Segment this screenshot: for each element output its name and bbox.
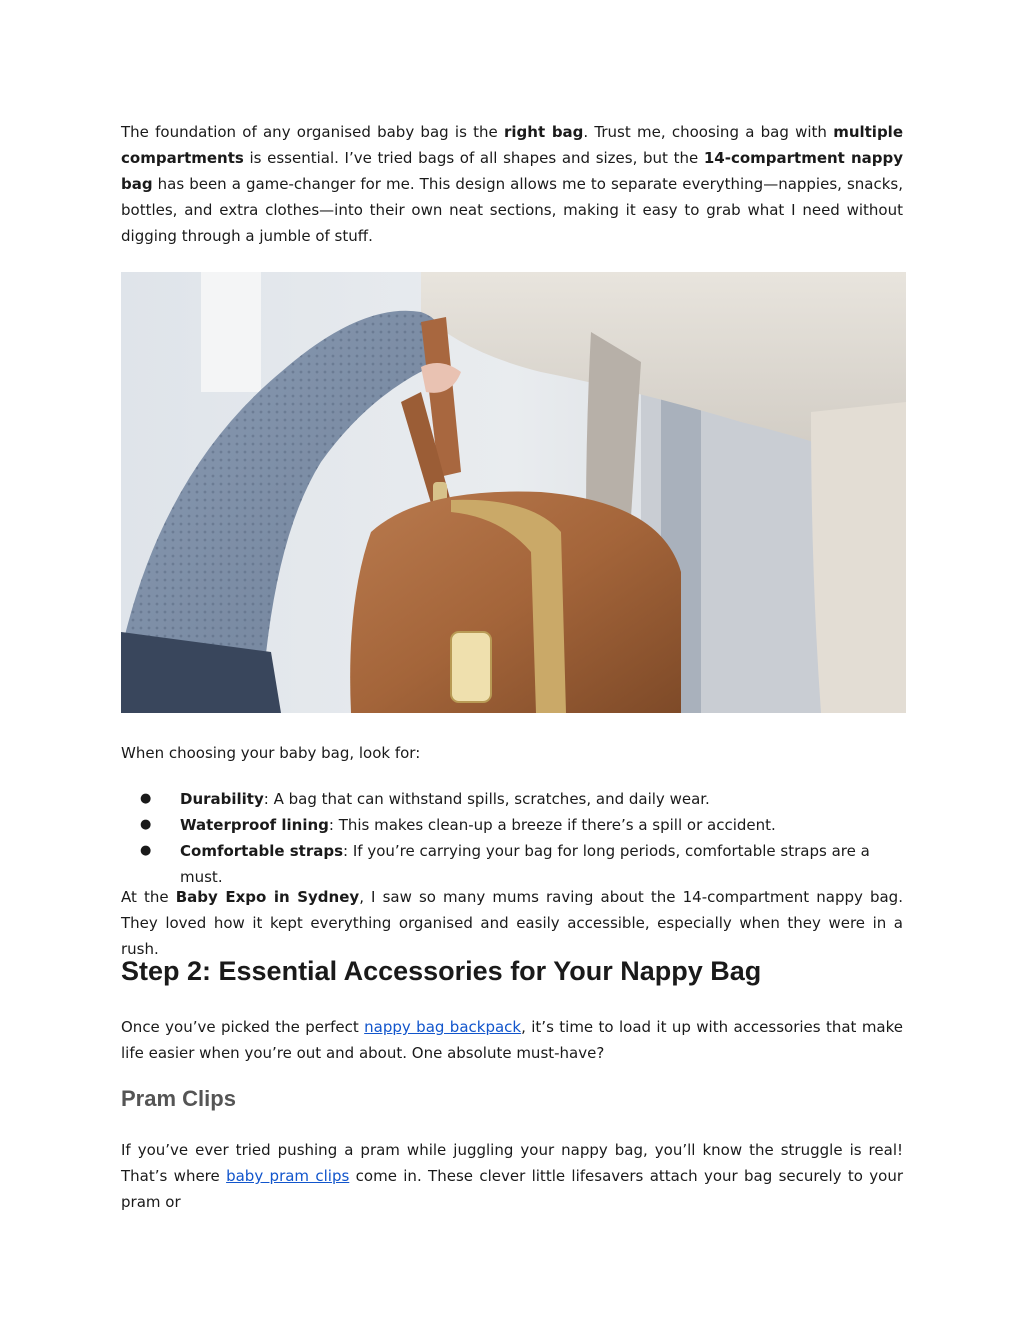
expo-text: , I saw so many mums raving about the 14-compartment nappy bag. They loved how it kept everything organised and easily accessible, especially when they were in a rush. bbox=[121, 888, 903, 958]
intro-paragraph bbox=[121, 119, 903, 249]
look-for-text: When choosing your baby bag, look for: bbox=[121, 744, 421, 762]
feature-label: Durability bbox=[180, 790, 264, 808]
feature-label: Comfortable straps bbox=[180, 842, 344, 860]
nappy-bag-backpack-link[interactable]: nappy bag backpack bbox=[364, 1018, 522, 1036]
list-item bbox=[121, 812, 903, 838]
pram-clips-text: If you’ve ever tried pushing a pram while juggling your nappy bag, you’ll know the struggle is real! That’s where bbox=[121, 1141, 903, 1185]
step2-paragraph bbox=[121, 1014, 903, 1066]
pram-clips-text: come in. These clever little lifesavers attach your bag securely to your pram or bbox=[121, 1167, 903, 1211]
expo-paragraph bbox=[121, 884, 903, 962]
section-heading: Step 2: Essential Accessories for Your Nappy Bag bbox=[121, 956, 762, 986]
baby-pram-clips-link[interactable]: baby pram clips bbox=[226, 1167, 350, 1185]
feature-label: Waterproof lining bbox=[180, 816, 329, 834]
feature-text: : If you’re carrying your bag for long periods, comfortable straps are a must. bbox=[180, 842, 870, 886]
feature-text: : A bag that can withstand spills, scratches, and daily wear. bbox=[263, 790, 710, 808]
bullet: ● bbox=[140, 817, 152, 832]
intro-text: . Trust me, choosing a bag with bbox=[583, 123, 834, 141]
features-list bbox=[121, 786, 903, 890]
intro-text: The foundation of any organised baby bag is the bbox=[121, 123, 504, 141]
nappy-bag-on-pram-photo bbox=[121, 272, 906, 713]
bullet: ● bbox=[140, 843, 152, 858]
expo-text: At the bbox=[121, 888, 176, 906]
feature-text: : This makes clean-up a breeze if there’s a spill or accident. bbox=[328, 816, 776, 834]
intro-bold-right-bag: right bag bbox=[504, 123, 584, 141]
intro-text: is essential. I’ve tried bags of all shapes and sizes, but the bbox=[243, 149, 704, 167]
intro-bold-14-compartment: 14-compartment nappy bag bbox=[121, 149, 904, 193]
pram-clips-paragraph bbox=[121, 1137, 903, 1215]
list-item bbox=[121, 838, 903, 890]
bullet: ● bbox=[140, 791, 152, 806]
list-item bbox=[121, 786, 903, 812]
step2-text: Once you’ve picked the perfect bbox=[121, 1018, 365, 1036]
expo-bold: Baby Expo in Sydney bbox=[175, 888, 360, 906]
step2-text: , it’s time to load it up with accessories that make life easier when you’re out and about. One absolute must-have? bbox=[121, 1018, 904, 1062]
intro-bold-compartments: multiple compartments bbox=[121, 123, 904, 167]
intro-text: has been a game-changer for me. This design allows me to separate everything—nappies, snacks, bottles, and extra clothes—into their own neat sections, making it easy to grab what I need without digging through a jumble of stuff. bbox=[121, 175, 903, 245]
subsection-heading: Pram Clips bbox=[121, 1086, 236, 1111]
